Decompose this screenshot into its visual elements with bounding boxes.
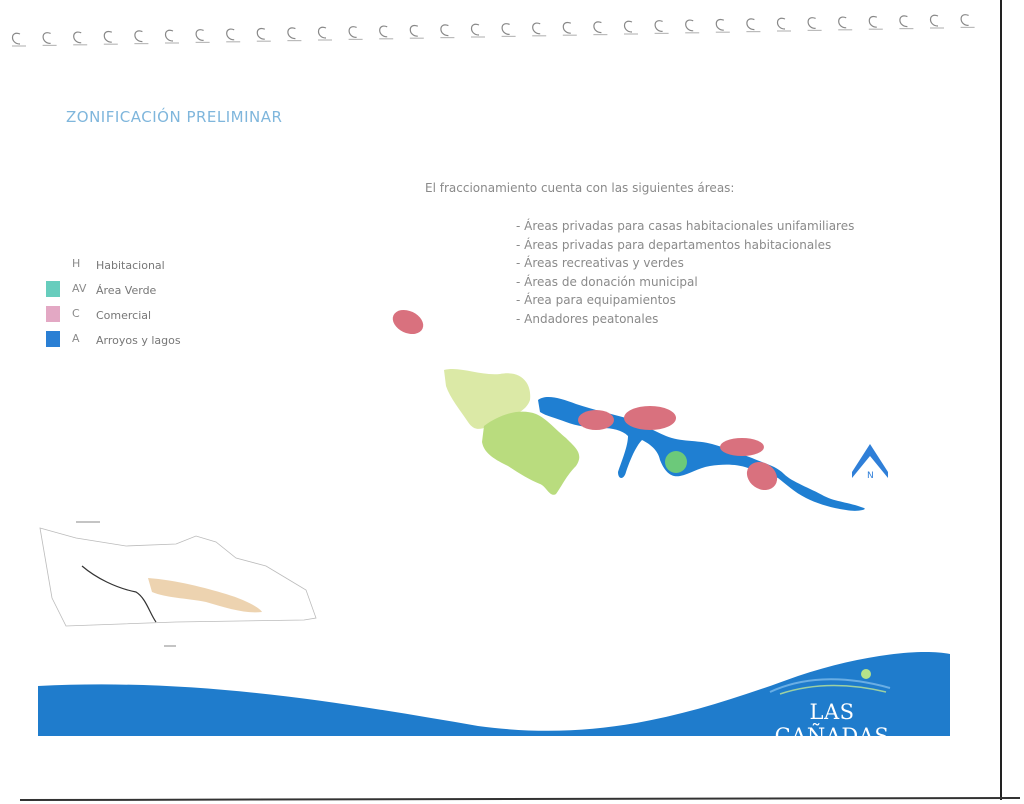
north-letter: N: [867, 471, 874, 481]
legend-swatch-arroyos: [46, 331, 60, 347]
brand-block: [752, 700, 912, 760]
legend-label: Comercial: [96, 309, 152, 322]
area-item: - Andadores peatonales: [516, 311, 659, 326]
legend-code: A: [72, 332, 80, 345]
legend-code: C: [72, 307, 80, 320]
area-item: - Áreas de donación municipal: [516, 274, 698, 289]
map-legend: [46, 256, 216, 356]
brand-subtitle: DESARROLLO INMOBILIARIO: [782, 753, 882, 760]
legend-swatch-comercial: [46, 306, 60, 322]
page-title: ZONIFICACIÓN PRELIMINAR: [66, 108, 283, 126]
intro-text: El fraccionamiento cuenta con las siguientes áreas:: [425, 181, 735, 195]
legend-code: H: [72, 257, 81, 270]
commercial-zone: [389, 305, 427, 338]
legend-label: Arroyos y lagos: [96, 334, 181, 347]
legend-row-comercial: [46, 306, 216, 331]
area-item: - Áreas recreativas y verdes: [516, 256, 684, 271]
area-item: - Áreas privadas para casas habitacionales unifamiliares: [516, 219, 855, 233]
legend-row-arroyos: [46, 331, 216, 356]
legend-row-habitacional: [46, 256, 216, 281]
commercial-zone: [578, 410, 614, 430]
page-bottom-edge: [20, 797, 1020, 801]
legend-label: Área Verde: [96, 284, 157, 297]
spiral-binding: [0, 0, 1000, 50]
area-item: - Áreas privadas para departamentos habitacionales: [516, 237, 832, 252]
area-item: - Área para equipamientos: [516, 293, 676, 308]
legend-row-area-verde: [46, 281, 216, 306]
north-arrow-icon: [850, 438, 890, 482]
legend-label: Habitacional: [96, 259, 165, 272]
zoning-map: [380, 290, 900, 530]
brand-name: LAS CAÑADAS: [752, 700, 912, 751]
commercial-zone: [624, 406, 676, 430]
brand-logo-icon: [760, 664, 900, 700]
park-zone: [665, 451, 687, 473]
legend-swatch-habitacional: [46, 256, 60, 272]
location-map: [36, 518, 366, 658]
legend-code: AV: [72, 282, 87, 295]
page-right-edge: [1000, 0, 1002, 800]
green-zone: [482, 412, 579, 495]
commercial-zone: [720, 438, 764, 456]
legend-swatch-area-verde: [46, 281, 60, 297]
